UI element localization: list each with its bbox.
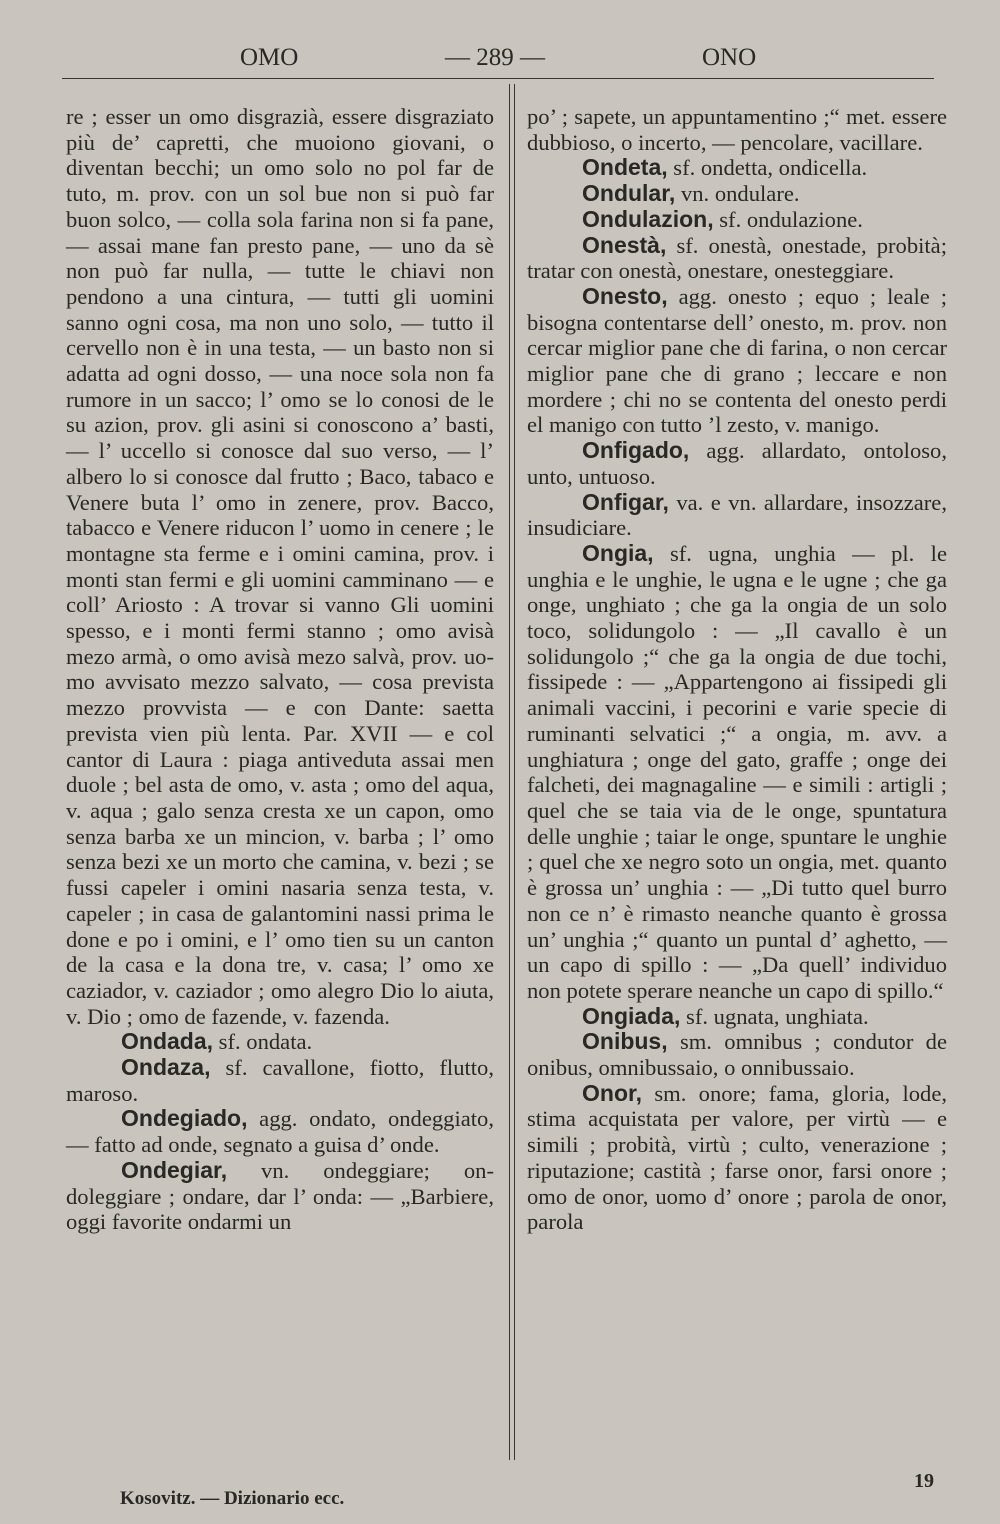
entry-text: agg. allardato, ontoloso, unto, untuoso. — [527, 438, 947, 489]
entry-headword: Ondegiado, — [121, 1105, 248, 1132]
entry-text: sf. ondulazione. — [713, 206, 863, 232]
dictionary-entry — [527, 155, 947, 181]
entry-headword: Onfigado, — [582, 437, 690, 464]
entry-text: sm. omnibus ; condutor de onibus, omnibussaio, o onnibussaio. — [527, 1029, 947, 1081]
entry-text: sf. ondata. — [213, 1029, 313, 1055]
entry-headword: Onestà, — [582, 231, 667, 258]
entry-headword: Ondular, — [582, 180, 676, 207]
entry-headword: Ondaza, — [121, 1054, 211, 1081]
entry-text: sm. onore; fama, gloria, lode, stima acquistata per valore, per virtù — e simili ; probità, virtù ; culto, venerazione ; riputazione; castità ; farse onor, farsi onore ; omo de onor, uomo d’ onore ; parola de onor, parola — [527, 1080, 947, 1235]
dictionary-entry — [527, 104, 947, 155]
header-right-guideword: ONO — [702, 44, 757, 71]
entry-headword: Ondada, — [121, 1028, 214, 1055]
header-left-guideword: OMO — [240, 44, 299, 71]
dictionary-entry — [527, 1081, 947, 1235]
dictionary-entry — [527, 490, 947, 541]
dictionary-entry — [527, 1029, 947, 1080]
entry-headword: Ondulazion, — [582, 205, 714, 232]
entry-text: vn. ondulare. — [675, 181, 800, 207]
footer-imprint: Kosovitz. — Dizionario ecc. — [120, 1488, 345, 1509]
dictionary-entry — [527, 181, 947, 207]
dictionary-entry — [66, 1158, 494, 1235]
dictionary-entry — [66, 1029, 494, 1055]
running-header — [60, 40, 940, 76]
dictionary-entry — [527, 1004, 947, 1030]
entry-text: sf. ugna, unghia — pl. le unghia e le unghie, le ugna e le ugne ; che ga onge, unghiato ; che ga la ongia de un solo toco, solidungolo : — „Il cavallo è un solidungolo ;“ che ga la ongia de due tochi, fissipede : — „Appartengono ai fissipedi gli animali vaccini, i pecorini e varie specie di ruminanti selvatici ;“ a ongia, m. avv. a unghiatura ; onge del gato, graffe ; onge dei falcheti, dei magnagaline — e simili : artigli ; quel che se taia via de le onge, spuntatura delle unghie ; taiar le onge, spuntare le unghie ; quel che xe negro soto un ongia, met. quanto è grossa un’ unghia : — „Di tutto quel burro non ce n’ è rimasto neanche quanto è grossa un’ unghia ;“ quanto un puntal d’ aghetto, — un capo di spillo : — „Da quell’ individuo non potete sperare neanche un capo di spillo.“ — [527, 540, 947, 1003]
dictionary-entry — [66, 104, 494, 1029]
dictionary-entry — [527, 207, 947, 233]
entry-text: agg. ondato, ondeggiato, — fatto ad onde, segnato a guisa d’ onde. — [66, 1106, 494, 1158]
dictionary-entry — [66, 1106, 494, 1157]
header-rule — [62, 78, 934, 79]
entry-text: re ; esser un omo disgrazià, essere disgraziato più de’ capretti, che muoiono giovani, o diventan becchi; un omo solo no pol far de tuto, m. prov. con un sol bue non si può far buon solco, — colla sola farina non si fa pane, — assai mane fan presto pane, — uno da sè non può far nulla, — tutte le chiavi non pendono a una cintura, — tutti gli uomini sanno ogni cosa, ma non uno solo, — tutto il cervello non è in una testa, — un basto non si adatta ad ogni dosso, — una noce sola non fa rumore in un sacco; l’ omo se lo conosi de le su azion, prov. gli asini si conoscono a’ basti, — l’ uccello si conosce dal suo verso, — l’ albero lo si conosce dal frutto ; Baco, tabaco e Venere buta l’ omo in zenere, prov. Bacco, tabacco e Venere riducon l’ uomo in cenere ; le montagne sta ferme e i omini camina, prov. i monti stan fermi e gli uomini camminano — e coll’ Ariosto : A trovar si vanno Gli uomini spesso, e i monti fermi stanno ; omo avisà mezo armà, o omo avisà mezo salvà, prov. uomo avvisato mezzo salvato, — cosa prevista mezzo provvista — e con Dante: saetta prevista vien più lenta. Par. XVII — e col cantor di Laura : piaga antiveduta assai men duole ; bel asta de omo, v. asta ; omo del aqua, v. aqua ; galo senza cresta xe un capon, omo senza barba xe un mincion, v. barba ; l’ omo senza bezi xe un morto che camina, v. bezi ; se fussi capeler i omini nasaria senza testa, v. capeler ; in casa de galantomini nassi prima le done e po i omini, e l’ omo tien su un canton de la casa e la dona tre, v. casa; l’ omo xe caziador, v. caziador ; omo alegro Dio lo aiuta, v. Dio ; omo de fazende, v. fazenda. — [66, 104, 494, 1029]
left-column — [66, 104, 494, 1235]
entry-text: po’ ; sapete, un appuntamentino ;“ met. essere dubbioso, o incerto, — pencolare, vacillare. — [527, 104, 947, 155]
entry-headword: Ongia, — [582, 539, 654, 566]
signature-mark: 19 — [914, 1470, 934, 1492]
entry-text: sf. cavallone, fiotto, flutto, maroso. — [66, 1055, 494, 1106]
dictionary-entry — [527, 541, 947, 1004]
entry-headword: Onesto, — [582, 282, 668, 309]
entry-text: sf. ugnata, unghiata. — [680, 1003, 869, 1029]
entry-text: sf. ondetta, ondicella. — [667, 155, 868, 181]
page-number: — 289 — — [445, 44, 545, 71]
entry-text: agg. onesto ; equo ; leale ; bisogna contentarse dell’ onesto, m. prov. non cercar miglior pane che di farina, o non cercar miglior pane che di grano ; leccare e non mordere ; chi no se contenta del onesto perdi el manigo con tutto ’l zesto, v. manigo. — [527, 283, 947, 438]
entry-headword: Onfigar, — [582, 488, 669, 515]
entry-text: sf. onestà, onestade, probità; tratar con onestà, onestare, onesteggiare. — [527, 232, 947, 284]
right-column — [527, 104, 947, 1235]
entry-headword: Onor, — [582, 1079, 643, 1106]
entry-headword: Ondeta, — [582, 154, 668, 181]
entry-text: vn. ondeggiare; ondoleggiare ; ondare, dar l’ onda: — „Barbiere, oggi favorite ondarmi un — [66, 1157, 494, 1235]
entry-headword: Onibus, — [582, 1028, 668, 1055]
dictionary-entry — [527, 284, 947, 438]
column-divider — [509, 84, 515, 1460]
dictionary-entry — [527, 233, 947, 284]
entry-headword: Ondegiar, — [121, 1156, 228, 1183]
entry-text: va. e vn. allardare, insozzare, insudiciare. — [527, 489, 947, 541]
entry-headword: Ongiada, — [582, 1002, 681, 1029]
dictionary-entry — [527, 438, 947, 489]
dictionary-entry — [66, 1055, 494, 1106]
